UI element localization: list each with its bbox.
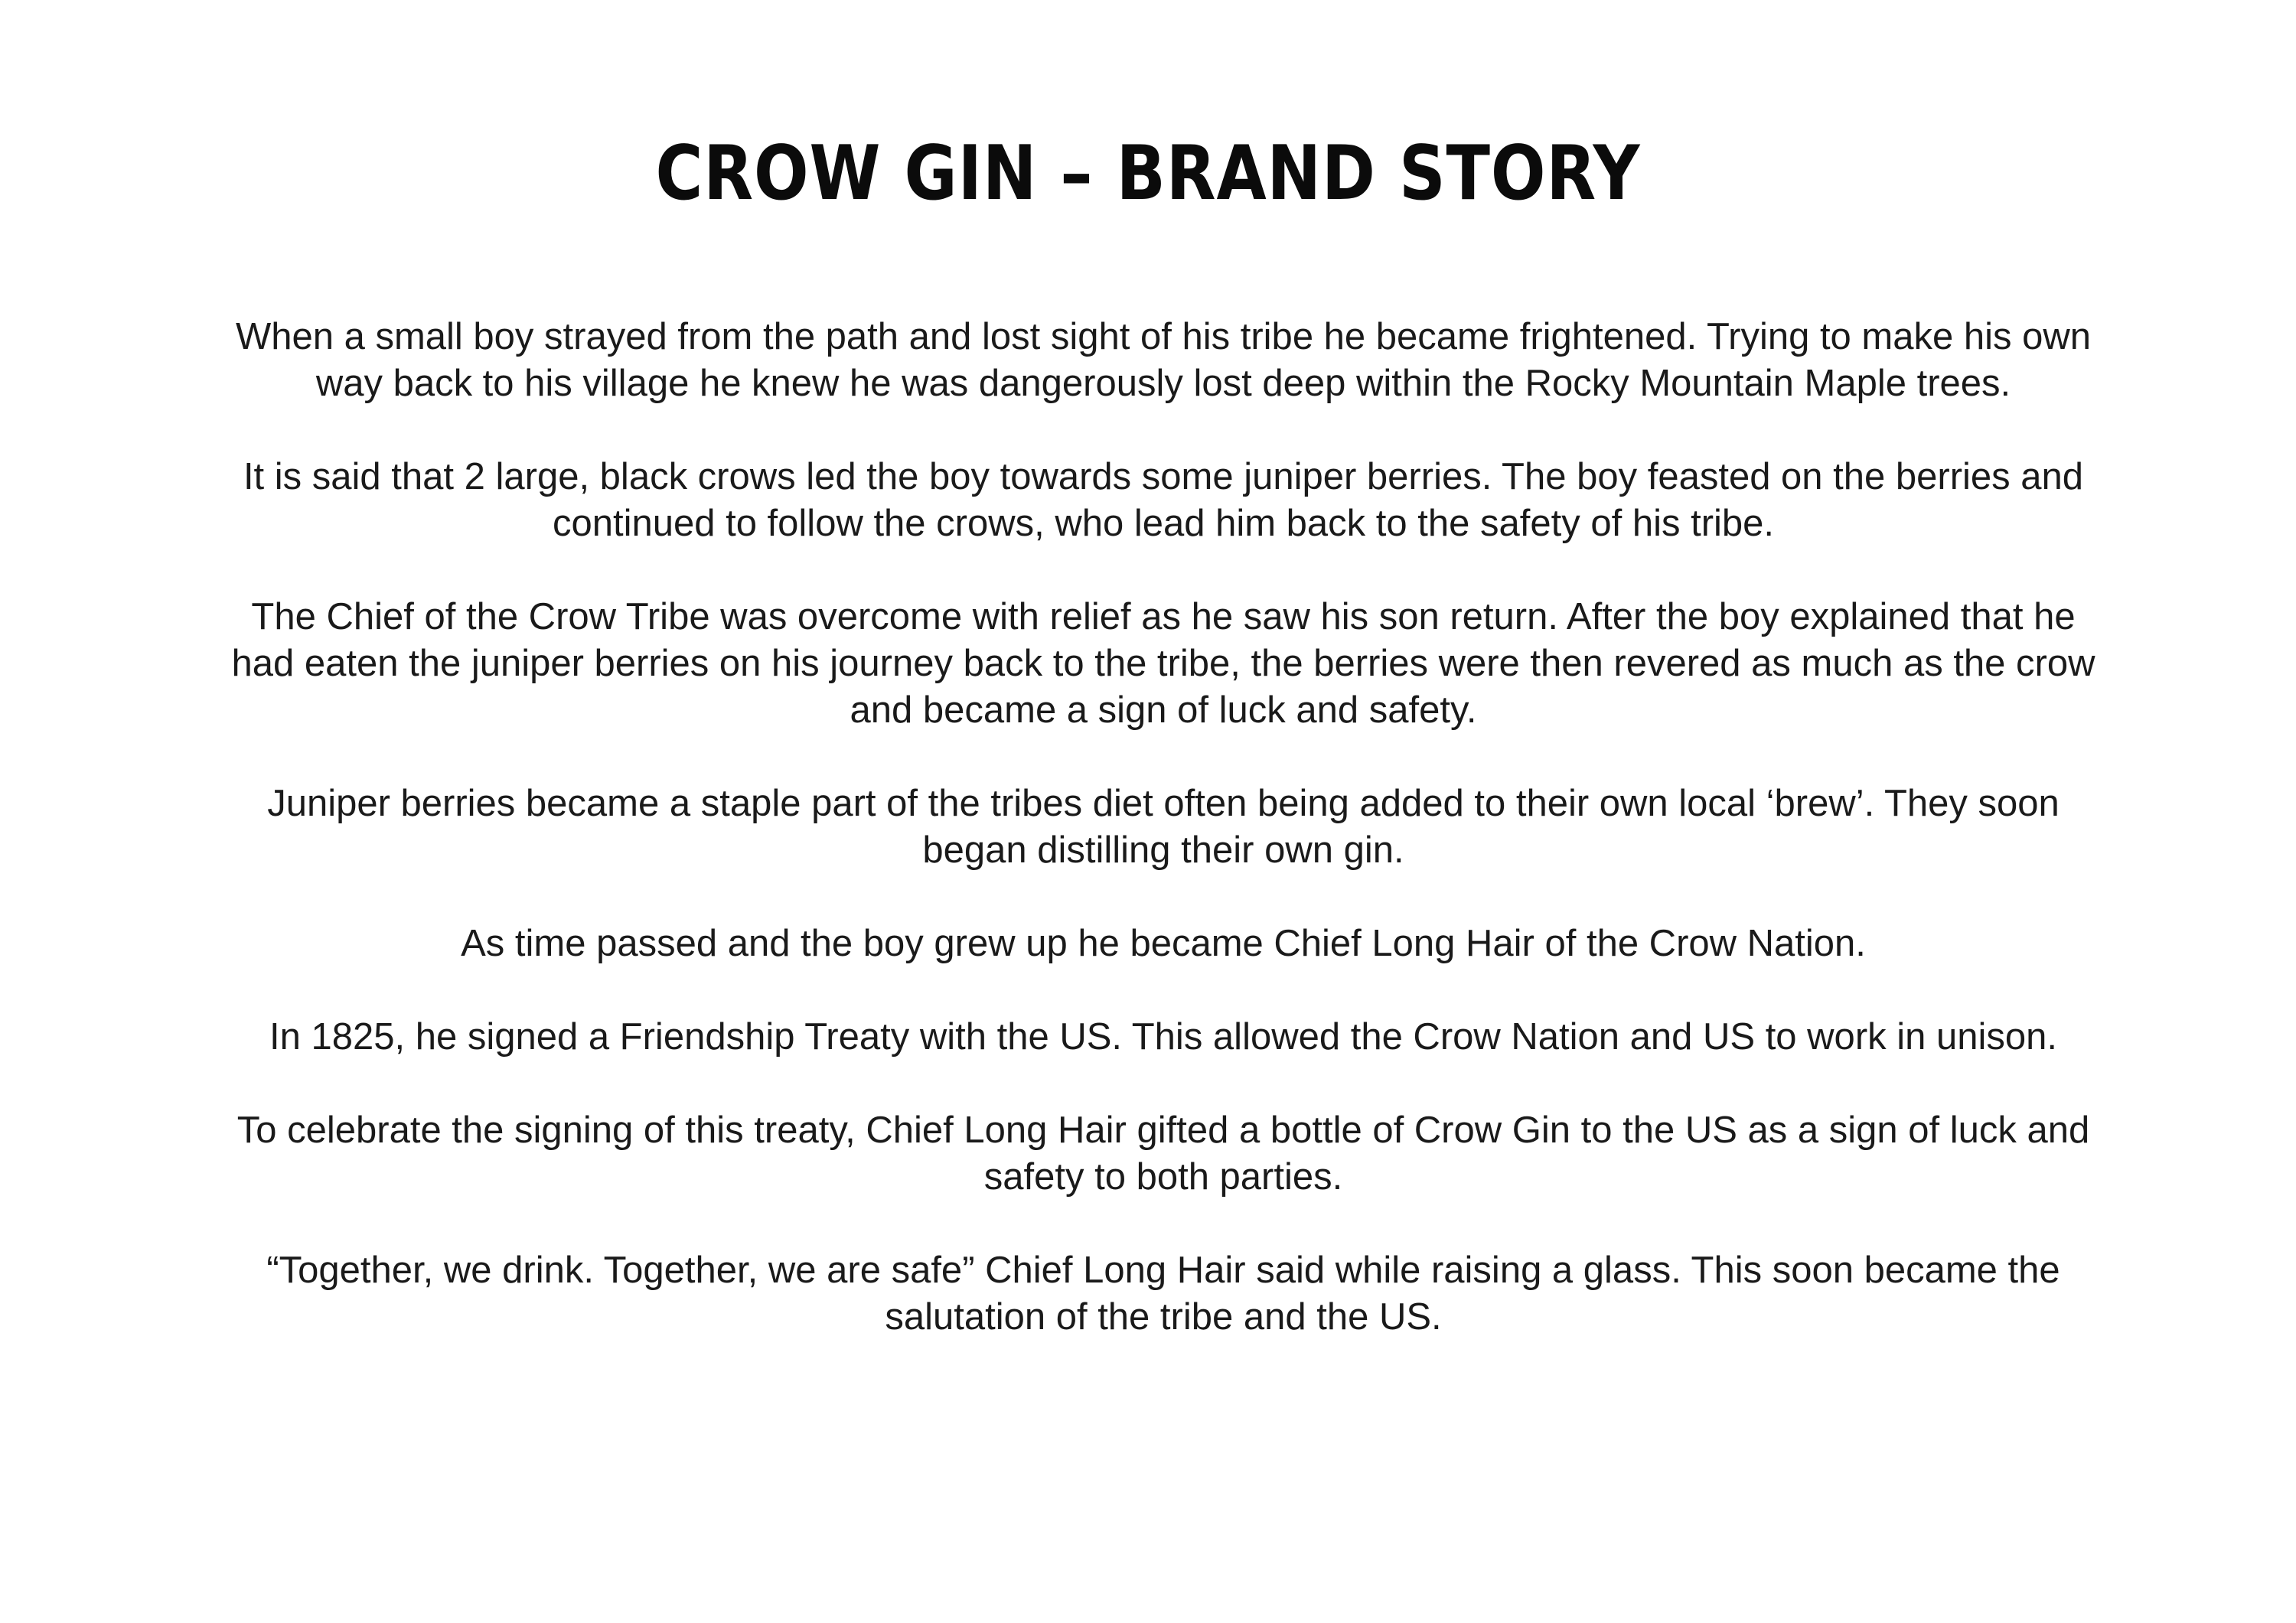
story-paragraph: In 1825, he signed a Friendship Treaty with the US. This allowed the Crow Nation and US to work in unison. [269,1016,2058,1058]
story-paragraph: To celebrate the signing of this treaty, Chief Long Hair gifted a bottle of Crow Gin to the US as a sign of luck and safety to both parties. [236,1110,2090,1198]
story-paragraph: Juniper berries became a staple part of the tribes diet often being added to their own local ‘brew’. They soon began distilling their own gin. [267,783,2060,871]
story-paragraph: As time passed and the boy grew up he became Chief Long Hair of the Crow Nation. [461,923,1866,964]
story-paragraph: When a small boy strayed from the path and lost sight of his tribe he became frightened. Trying to make his own way back to his village he knew he was dangerously lost deep within the Rocky Mountain Maple trees. [235,316,2092,404]
page-title: CROW GIN – BRAND STORY [655,130,1641,217]
story-body [230,314,2097,1387]
story-paragraph: “Together, we drink. Together, we are safe” Chief Long Hair said while raising a glass. This soon became the salutation of the tribe and the US. [266,1250,2060,1338]
story-paragraph: The Chief of the Crow Tribe was overcome with relief as he saw his son return. After the boy explained that he had eaten the juniper berries on his journey back to the tribe, the berries were then revered as much as the crow and became a sign of luck and safety. [231,596,2095,731]
story-paragraph: It is said that 2 large, black crows led the boy towards some juniper berries. The boy feasted on the berries and continued to follow the crows, who lead him back to the safety of his tribe. [243,456,2084,544]
